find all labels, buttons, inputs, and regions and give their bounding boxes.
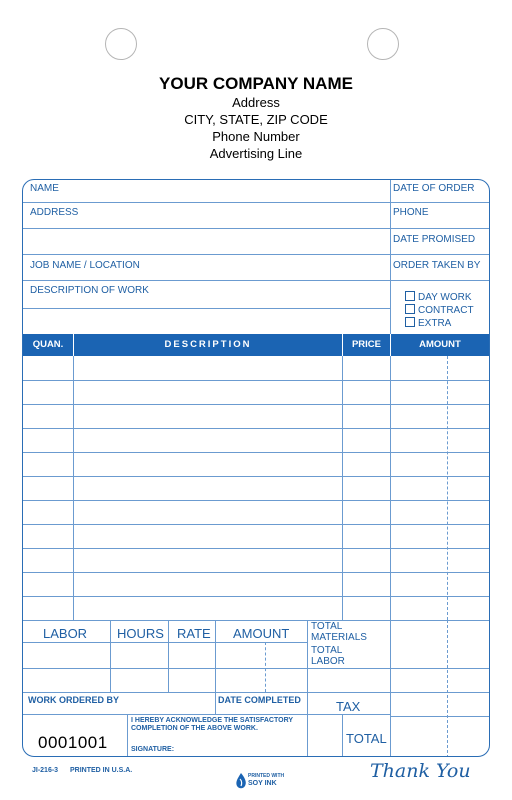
header-divider — [342, 334, 343, 356]
labor-label: LABOR — [43, 626, 88, 641]
soy-ink-logo — [236, 770, 285, 794]
col-line — [307, 620, 308, 757]
acknowledge-text-2: COMPLETION OF THE ABOVE WORK. — [131, 725, 258, 732]
punch-hole-left — [105, 28, 137, 60]
date-of-order-label: DATE OF ORDER — [393, 183, 475, 194]
work-ordered-by-label: WORK ORDERED BY — [28, 695, 120, 705]
company-name: YOUR COMPANY NAME — [159, 74, 353, 93]
table-row — [23, 428, 489, 429]
company-phone: Phone Number — [212, 129, 300, 144]
rule — [390, 202, 490, 203]
date-completed-label: DATE COMPLETED — [218, 695, 301, 705]
work-order-form — [22, 179, 490, 757]
col-line — [390, 620, 391, 757]
signature-label: SIGNATURE: — [131, 746, 175, 753]
company-city-state-zip: CITY, STATE, ZIP CODE — [184, 112, 328, 127]
info-divider — [390, 180, 391, 334]
contract-checkbox[interactable] — [405, 304, 474, 317]
col-line — [215, 692, 216, 714]
table-header — [23, 334, 489, 356]
thank-you-script: Thank You — [370, 760, 471, 782]
company-header — [0, 74, 512, 162]
table-row — [23, 524, 489, 525]
acknowledge-text-1: I HEREBY ACKNOWLEDGE THE SATISFACTORY — [131, 717, 294, 724]
table-row — [23, 404, 489, 405]
signature-line — [127, 756, 342, 757]
extra-checkbox[interactable] — [405, 317, 451, 330]
cents-divider — [265, 642, 266, 692]
phone-label: PHONE — [393, 207, 429, 218]
name-label: NAME — [30, 183, 59, 194]
rule — [23, 714, 390, 715]
quan-header: QUAN. — [32, 339, 64, 350]
rule — [390, 254, 490, 255]
header-divider — [73, 334, 74, 356]
punch-hole-right — [367, 28, 399, 60]
total-labor-label-2: LABOR — [311, 656, 345, 667]
printed-in-usa: PRINTED IN U.S.A. — [70, 767, 133, 774]
day-work-checkbox[interactable] — [405, 291, 472, 304]
col-line — [127, 714, 128, 757]
table-row — [23, 500, 489, 501]
price-header: PRICE — [351, 339, 382, 350]
rule — [390, 716, 490, 717]
rule — [23, 280, 390, 281]
description-of-work-label: DESCRIPTION OF WORK — [30, 285, 149, 296]
col-line — [390, 356, 391, 620]
description-header: DESCRIPTION — [164, 339, 252, 350]
checkbox-icon — [405, 317, 415, 327]
total-label: TOTAL — [346, 731, 387, 746]
total-labor-label-1: TOTAL — [311, 645, 343, 656]
table-row — [23, 476, 489, 477]
table-row — [23, 596, 489, 597]
rule — [23, 202, 390, 203]
rule — [23, 254, 390, 255]
soy-ink-top: PRINTED WITH — [248, 773, 285, 779]
rule — [23, 308, 390, 309]
soy-ink-bottom: SOY INK — [248, 780, 277, 787]
cents-divider — [447, 620, 448, 757]
table-row — [23, 548, 489, 549]
job-name-label: JOB NAME / LOCATION — [30, 260, 140, 271]
total-materials-label-2: MATERIALS — [311, 632, 367, 643]
rule — [23, 692, 489, 693]
company-address: Address — [232, 95, 280, 110]
hours-label: HOURS — [117, 626, 164, 641]
checkbox-icon — [405, 304, 415, 314]
rule — [390, 280, 490, 281]
cents-divider — [447, 356, 448, 620]
checkbox-icon — [405, 291, 415, 301]
col-line — [73, 356, 74, 620]
form-code: JI-216-3 — [32, 767, 59, 774]
col-line — [215, 620, 216, 692]
col-line — [342, 356, 343, 620]
rule — [390, 228, 490, 229]
extra-label: EXTRA — [418, 318, 452, 329]
header-divider — [390, 334, 391, 356]
rate-label: RATE — [177, 626, 211, 641]
total-materials-label-1: TOTAL — [311, 621, 343, 632]
address-label: ADDRESS — [30, 207, 79, 218]
order-taken-by-label: ORDER TAKEN BY — [393, 260, 481, 271]
table-row — [23, 572, 489, 573]
day-work-label: DAY WORK — [418, 292, 472, 303]
order-number: 0001001 — [38, 733, 108, 752]
rule — [23, 668, 489, 669]
col-line — [110, 620, 111, 692]
rule — [23, 642, 307, 643]
col-line — [168, 620, 169, 692]
col-line — [342, 714, 343, 757]
labor-amount-label: AMOUNT — [233, 626, 290, 641]
contract-label: CONTRACT — [418, 305, 474, 316]
table-row — [23, 620, 489, 621]
rule — [23, 228, 390, 229]
amount-header: AMOUNT — [419, 339, 461, 350]
company-advertising: Advertising Line — [209, 146, 303, 161]
date-promised-label: DATE PROMISED — [393, 234, 476, 245]
table-row — [23, 380, 489, 381]
table-row — [23, 452, 489, 453]
tax-label: TAX — [336, 699, 361, 714]
